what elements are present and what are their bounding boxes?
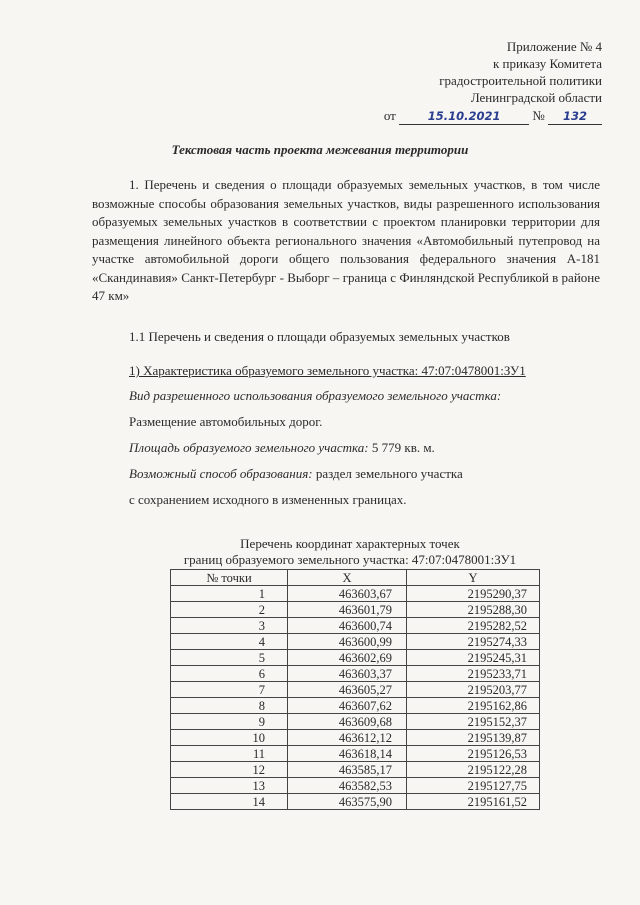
- y-coord-cell: 2195139,87: [407, 730, 540, 746]
- table-row: [171, 634, 540, 650]
- table-row: [171, 762, 540, 778]
- table-row: [171, 650, 540, 666]
- document-title: Текстовая часть проекта межевания территории: [171, 142, 469, 157]
- order-date: 15.10.2021: [427, 109, 501, 123]
- y-coord-cell: 2195127,75: [407, 778, 540, 794]
- y-coord-cell: 2195245,31: [407, 650, 540, 666]
- table-row: [171, 714, 540, 730]
- point-number-cell: 7: [171, 682, 288, 698]
- table-caption-2: границ образуемого земельного участка: 47:07:0478001:ЗУ1: [183, 552, 517, 567]
- table-row: [171, 746, 540, 762]
- order-number: 132: [562, 109, 587, 123]
- order-date-number: [384, 108, 602, 125]
- x-coord-cell: 463600,74: [288, 618, 407, 634]
- point-number-cell: 1: [171, 586, 288, 602]
- use-value: Размещение автомобильных дорог.: [129, 414, 323, 429]
- table-row: [171, 682, 540, 698]
- area-label: Площадь образуемого земельного участка:: [129, 440, 369, 455]
- table-row: [171, 666, 540, 682]
- method-label: Возможный способ образования:: [129, 466, 313, 481]
- table-row: [171, 778, 540, 794]
- table-header-row: [171, 570, 540, 586]
- y-coord-cell: 2195126,53: [407, 746, 540, 762]
- table-row: [171, 602, 540, 618]
- table-row: [171, 586, 540, 602]
- point-number-cell: 10: [171, 730, 288, 746]
- intro-paragraph: 1. Перечень и сведения о площади образуемых земельных участков, в том числе возможные способы образования земельных участков, виды разрешенного использования образуемых земельных участков в соответствии с проектом планировки территории для размещения линейного объекта регионального значения «Автомобильный путепровод на участке автомобильной дороги общего пользования федерального значения А-181 «Скандинавия» Санкт-Петербург - Выборг – граница с Финляндской Республикой в районе 47 км»: [92, 177, 600, 303]
- point-number-cell: 14: [171, 794, 288, 810]
- use-label: Вид разрешенного использования образуемого земельного участка:: [129, 388, 502, 403]
- region-line: Ленинградской области: [470, 90, 602, 105]
- point-number-cell: 13: [171, 778, 288, 794]
- y-coord-cell: 2195161,52: [407, 794, 540, 810]
- point-number-cell: 6: [171, 666, 288, 682]
- order-ref-line: к приказу Комитета: [492, 56, 602, 71]
- x-coord-cell: 463603,37: [288, 666, 407, 682]
- committee-line: градостроительной политики: [439, 73, 602, 88]
- x-coord-cell: 463609,68: [288, 714, 407, 730]
- order-prefix: от: [383, 108, 396, 123]
- col-y-header: Y: [407, 570, 540, 586]
- col-x-header: X: [288, 570, 407, 586]
- method-value: раздел земельного участка: [312, 466, 463, 481]
- appendix-line: Приложение № 4: [506, 39, 602, 54]
- col-point-header: № точки: [171, 570, 288, 586]
- appendix-header: [439, 38, 602, 106]
- x-coord-cell: 463600,99: [288, 634, 407, 650]
- point-number-cell: 2: [171, 602, 288, 618]
- y-coord-cell: 2195290,37: [407, 586, 540, 602]
- x-coord-cell: 463575,90: [288, 794, 407, 810]
- x-coord-cell: 463601,79: [288, 602, 407, 618]
- section-heading: 1.1 Перечень и сведения о площади образуемых земельных участков: [129, 329, 510, 344]
- area-value: 5 779 кв. м.: [368, 440, 435, 455]
- y-coord-cell: 2195122,28: [407, 762, 540, 778]
- table-row: [171, 794, 540, 810]
- y-coord-cell: 2195274,33: [407, 634, 540, 650]
- plot-heading: 1) Характеристика образуемого земельного участка: 47:07:0478001:ЗУ1: [129, 363, 526, 378]
- x-coord-cell: 463618,14: [288, 746, 407, 762]
- x-coord-cell: 463612,12: [288, 730, 407, 746]
- y-coord-cell: 2195162,86: [407, 698, 540, 714]
- x-coord-cell: 463603,67: [288, 586, 407, 602]
- y-coord-cell: 2195233,71: [407, 666, 540, 682]
- table-row: [171, 730, 540, 746]
- point-number-cell: 9: [171, 714, 288, 730]
- point-number-cell: 8: [171, 698, 288, 714]
- table-row: [171, 618, 540, 634]
- order-number-label: №: [532, 108, 545, 123]
- table-row: [171, 698, 540, 714]
- order-number-field: [548, 108, 602, 125]
- point-number-cell: 4: [171, 634, 288, 650]
- point-number-cell: 3: [171, 618, 288, 634]
- method-line: [129, 466, 463, 482]
- x-coord-cell: 463585,17: [288, 762, 407, 778]
- point-number-cell: 5: [171, 650, 288, 666]
- y-coord-cell: 2195152,37: [407, 714, 540, 730]
- y-coord-cell: 2195203,77: [407, 682, 540, 698]
- y-coord-cell: 2195288,30: [407, 602, 540, 618]
- x-coord-cell: 463607,62: [288, 698, 407, 714]
- x-coord-cell: 463605,27: [288, 682, 407, 698]
- x-coord-cell: 463602,69: [288, 650, 407, 666]
- table-caption-1: Перечень координат характерных точек: [240, 536, 460, 551]
- point-number-cell: 12: [171, 762, 288, 778]
- method-value-2: с сохранением исходного в измененных границах.: [129, 492, 407, 507]
- x-coord-cell: 463582,53: [288, 778, 407, 794]
- point-number-cell: 11: [171, 746, 288, 762]
- area-line: [129, 440, 435, 456]
- y-coord-cell: 2195282,52: [407, 618, 540, 634]
- coordinates-table: [170, 569, 540, 810]
- order-date-field: [399, 108, 529, 125]
